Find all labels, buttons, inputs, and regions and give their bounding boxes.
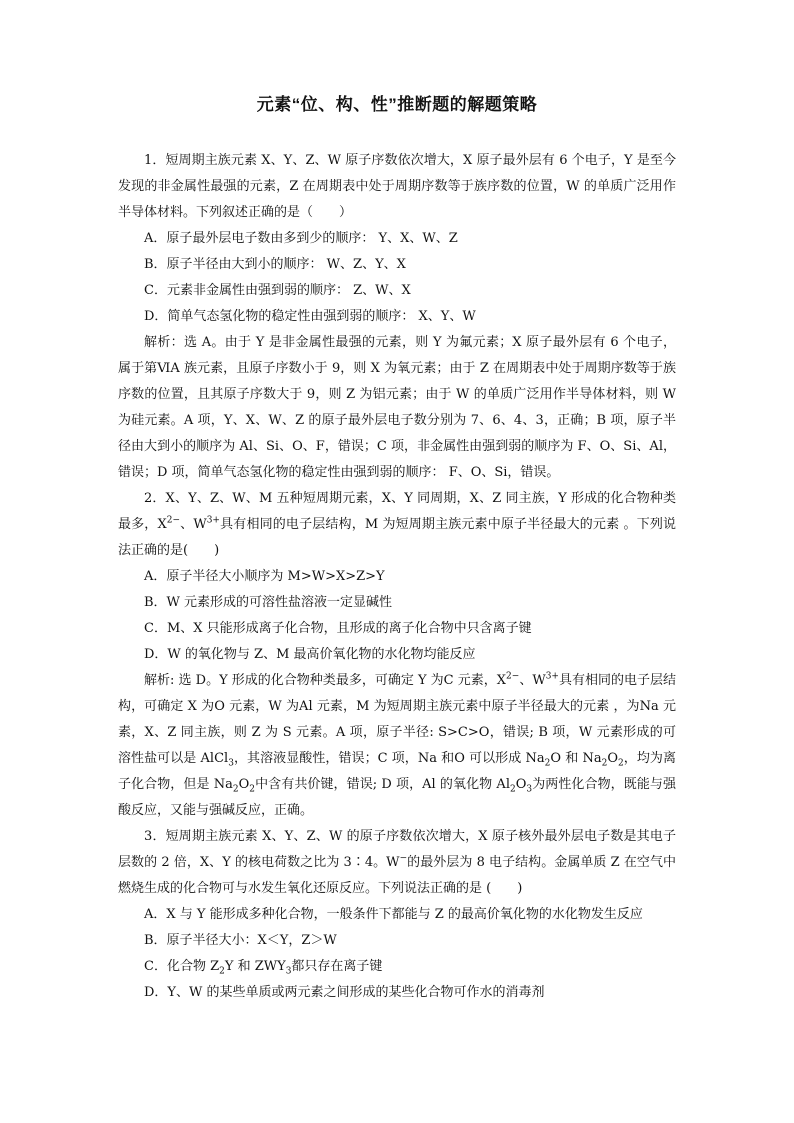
question-2 (118, 486, 676, 824)
question-3-option-a: A．X 与 Y 能形成多种化合物，一般条件下都能与 Z 的最高价氧化物的水化物发生反应 (144, 907, 643, 922)
page-title: 元素“位、构、性”推断题的解题策略 (256, 95, 538, 114)
question-2-stem: 2．X、Y、Z、W、M 五种短周期元素，X、Y 同周期，X、Z 同主族，Y 形成的化合物种类最多，$X^{2-}$、$W^{3+}$具有相同的电子层结构，M 为短周期主族元素中原子半径最大的元素 。下列说法正确的是( ) (118, 491, 677, 558)
question-3 (118, 824, 676, 1006)
question-3-stem: 3．短周期主族元素 X、Y、Z、W 的原子序数依次增大，X 原子核外最外层电子数是其电子层数的 2 倍，X、Y 的核电荷数之比为 3∶4。W−的最外层为 8 电子结构。金属单质 Z 在空气中燃烧生成的化合物可与水发生氧化还原反应。下列说法正确的是 ( ) (118, 829, 676, 896)
question-3-option-d: D．Y、W 的某些单质或两元素之间形成的某些化合物可作水的消毒剂 (144, 985, 545, 1000)
question-1 (118, 148, 676, 486)
question-2-option-c: C．M、X 只能形成离子化合物，且形成的离子化合物中只含离子键 (144, 621, 532, 636)
question-1-option-b: B．原子半径由大到小的顺序： W、Z、Y、X (144, 257, 406, 272)
question-3-option-b: B．原子半径大小：X＜Y，Z＞W (144, 933, 337, 948)
question-1-stem: 1．短周期主族元素 X、Y、Z、W 原子序数依次增大，X 原子最外层有 6 个电子，Y 是至今发现的非金属性最强的元素，Z 在周期表中处于周期序数等于族序数的位置，W 的单质广泛用作半导体材料。下列叙述正确的是（ ） (118, 153, 676, 220)
question-3-option-c: C．化合物 $Z_2Y$ 和 $ZWY_3$都只存在离子键 (144, 959, 383, 977)
question-2-option-d: D．W 的氧化物与 Z、M 最高价氧化物的水化物均能反应 (144, 647, 476, 662)
question-2-explanation: 解析: 选 D。Y 形成的化合物种类最多，可确定 Y 为C 元素，$X^{2-}$、$W^{3+}$具有相同的电子层结构，可确定 X 为O 元素，W 为Al 元素，M 为短周期主族元素中原子半径最大的元素 ，为Na 元素，X、Z 同主族，则 Z 为 S 元素。A 项，原子半径: S>C>O，错误; B 项，W 元素形成的可溶性盐可以是 AlCl$_3$，其溶液显酸性，错误；C 项，Na 和O 可以形成 $Na_2O$ 和 $Na_2O_2$，均为离子化合物，但是 $Na_2O_2$中含有共价键，错误; D 项，Al 的氧化物 $Al_2O_3$为两性化合物，既能与强酸反应，又能与强碱反应，正确。 (118, 671, 676, 818)
question-2-option-b: B．W 元素形成的可溶性盐溶液一定显碱性 (144, 595, 393, 610)
question-1-option-d: D．简单气态氢化物的稳定性由强到弱的顺序： X、Y、W (144, 309, 476, 324)
question-1-option-c: C．元素非金属性由强到弱的顺序： Z、W、X (144, 283, 411, 298)
question-1-explanation: 解析：选 A。由于 Y 是非金属性最强的元素，则 Y 为氟元素；X 原子最外层有 6 个电子，属于第ⅥA 族元素，且原子序数小于 9，则 X 为氧元素；由于 Z 在周期表中处于周期序数等于族序数的位置，且其原子序数大于 9，则 Z 为铝元素；由于 W 的单质广泛用作半导体材料，则 W 为硅元素。A 项，Y、X、W、Z 的原子最外层电子数分别为 7、6、4、3，正确；B 项，原子半径由大到小的顺序为 Al、Si、O、F，错误；C 项，非金属性由强到弱的顺序为 F、O、Si、Al，错误；D 项，简单气态氢化物的稳定性由强到弱的顺序： F、O、Si，错误。 (118, 335, 676, 480)
question-2-option-a: A．原子半径大小顺序为 M>W>X>Z>Y (144, 569, 385, 584)
question-1-option-a: A．原子最外层电子数由多到少的顺序： Y、X、W、Z (144, 231, 458, 246)
